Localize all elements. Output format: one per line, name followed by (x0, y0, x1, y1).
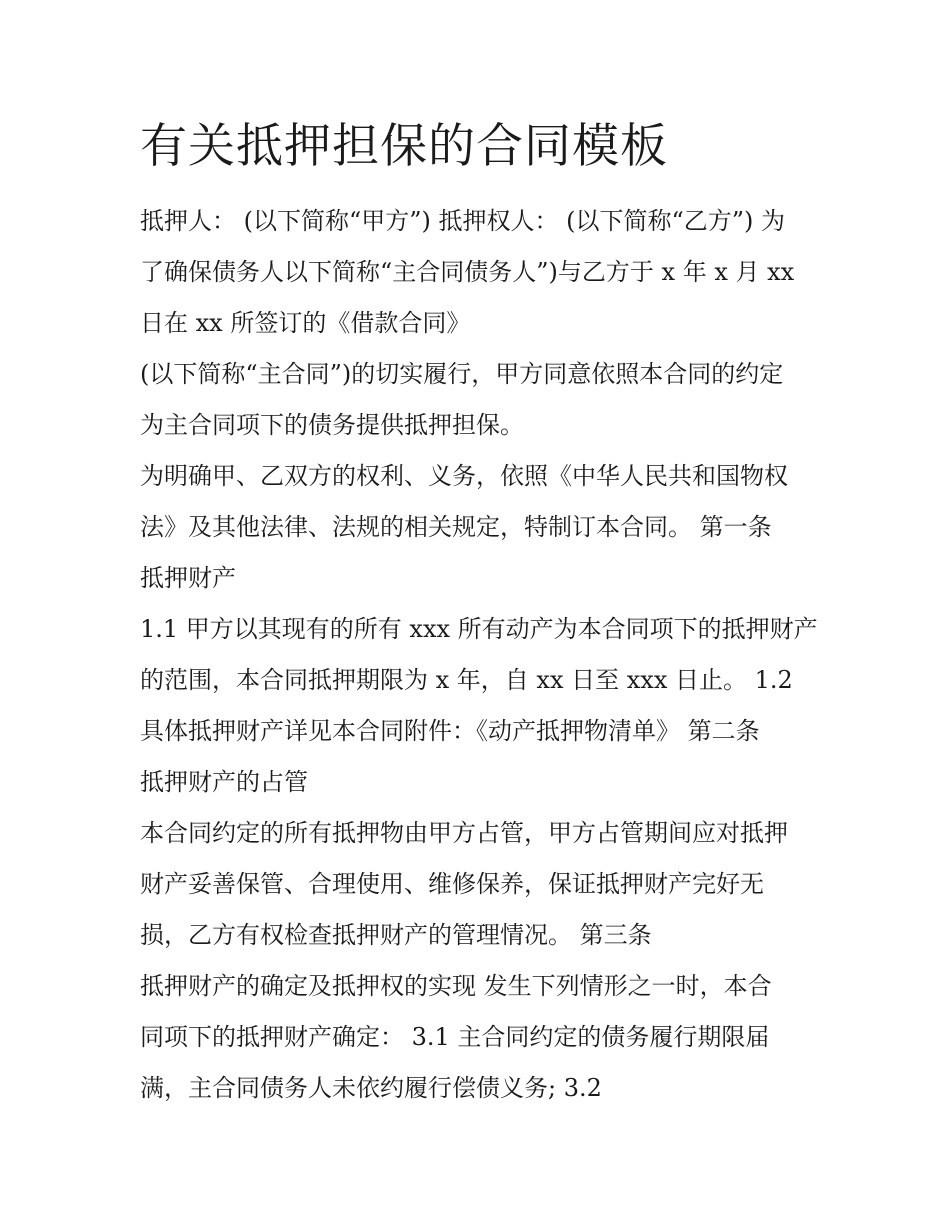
document-title: 有关抵押担保的合同模板 (140, 119, 668, 174)
body-line: 抵押人： (以下简称“甲方”) 抵押权人： (以下简称“乙方”) 为 (140, 207, 786, 235)
body-line: (以下简称“主合同”)的切实履行，甲方同意依照本合同的约定 (140, 360, 784, 388)
body-line: 为明确甲、乙双方的权利、义务，依照《中华人民共和国物权 (140, 462, 788, 490)
body-line: 1.1 甲方以其现有的所有 xxx 所有动产为本合同项下的抵押财产 (140, 615, 818, 643)
body-line: 了确保债务人以下简称“主合同债务人”)与乙方于 x 年 x 月 xx (140, 258, 795, 286)
document-body (140, 196, 830, 1114)
body-line: 同项下的抵押财产确定： 3.1 主合同约定的债务履行期限届 (140, 1023, 770, 1051)
body-line: 为主合同项下的债务提供抵押担保。 (140, 411, 524, 439)
body-line: 具体抵押财产详见本合同附件：《动产抵押物清单》 第二条 (140, 717, 760, 745)
body-line: 财产妥善保管、合理使用、维修保养，保证抵押财产完好无 (140, 870, 764, 898)
body-line: 抵押财产的占管 (140, 768, 308, 796)
body-line: 损，乙方有权检查抵押财产的管理情况。 第三条 (140, 921, 652, 949)
body-line: 本合同约定的所有抵押物由甲方占管，甲方占管期间应对抵押 (140, 819, 788, 847)
body-line: 抵押财产的确定及抵押权的实现 发生下列情形之一时，本合 (140, 972, 772, 1000)
body-line: 满，主合同债务人未依约履行偿债义务; 3.2 (140, 1074, 602, 1102)
body-line: 的范围，本合同抵押期限为 x 年，自 xx 日至 xxx 日止。 1.2 (140, 666, 793, 694)
body-line: 抵押财产 (140, 564, 236, 592)
body-line: 法》及其他法律、法规的相关规定，特制订本合同。 第一条 (140, 513, 772, 541)
body-line: 日在 xx 所签订的《借款合同》 (140, 309, 471, 337)
